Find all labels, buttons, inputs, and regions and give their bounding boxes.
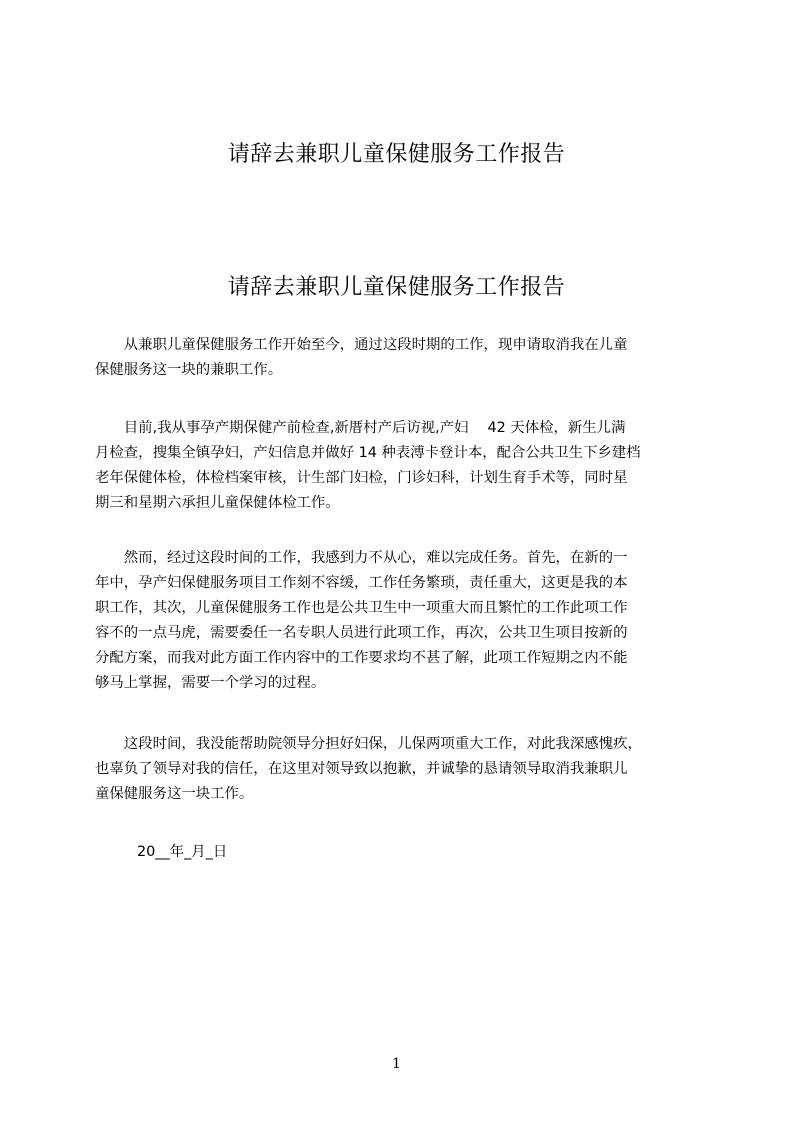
paragraph-line: 职工作，其次，儿童保健服务工作也是公共卫生中一项重大而且繁忙的工作此项工作 bbox=[95, 600, 628, 616]
document-date: 20__年_月_日 bbox=[137, 844, 228, 860]
paragraph-line: 容不的一点马虎，需要委任一名专职人员进行此项工作，再次，公共卫生项目按新的 bbox=[95, 625, 628, 641]
paragraph-4 bbox=[95, 732, 707, 807]
paragraph-line: 这段时间，我没能帮助院领导分担好妇保，儿保两项重大工作，对此我深感愧疚， bbox=[95, 736, 642, 752]
paragraph-2 bbox=[95, 416, 707, 516]
document-title-main: 请辞去兼职儿童保健服务工作报告 bbox=[227, 275, 566, 300]
paragraph-1 bbox=[95, 333, 707, 383]
paragraph-line: 然而，经过这段时间的工作，我感到力不从心，难以完成任务。首先，在新的一 bbox=[95, 550, 628, 566]
paragraph-line: 目前,我从事孕产期保健产前检查,新厝村产后访视,产妇 42 天体检，新生儿满 bbox=[95, 420, 626, 436]
paragraph-3 bbox=[95, 546, 707, 696]
paragraph-line: 够马上掌握，需要一个学习的过程。 bbox=[95, 675, 326, 691]
paragraph-line: 童保健服务这一块工作。 bbox=[95, 786, 254, 802]
document-title-top: 请辞去兼职儿童保健服务工作报告 bbox=[227, 142, 566, 167]
paragraph-line: 期三和星期六承担儿童保健体检工作。 bbox=[95, 495, 340, 511]
page-number: 1 bbox=[392, 1056, 401, 1072]
paragraph-line: 老年保健体检，体检档案审核，计生部门妇检，门诊妇科，计划生育手术等，同时星 bbox=[95, 470, 628, 486]
paragraph-line: 保健服务这一块的兼职工作。 bbox=[95, 362, 283, 378]
paragraph-line: 分配方案，而我对此方面工作内容中的工作要求均不甚了解，此项工作短期之内不能 bbox=[95, 650, 628, 666]
paragraph-line: 从兼职儿童保健服务工作开始至今，通过这段时期的工作，现申请取消我在儿童 bbox=[95, 337, 628, 353]
paragraph-line: 年中，孕产妇保健服务项目工作刻不容缓，工作任务繁琐，责任重大，这更是我的本 bbox=[95, 575, 628, 591]
paragraph-line: 也辜负了领导对我的信任，在这里对领导致以抱歉，并诚挚的恳请领导取消我兼职儿 bbox=[95, 761, 628, 777]
paragraph-line: 月检查，搜集全镇孕妇，产妇信息并做好 14 种表溥卡登计本，配合公共卫生下乡建档 bbox=[95, 445, 641, 461]
